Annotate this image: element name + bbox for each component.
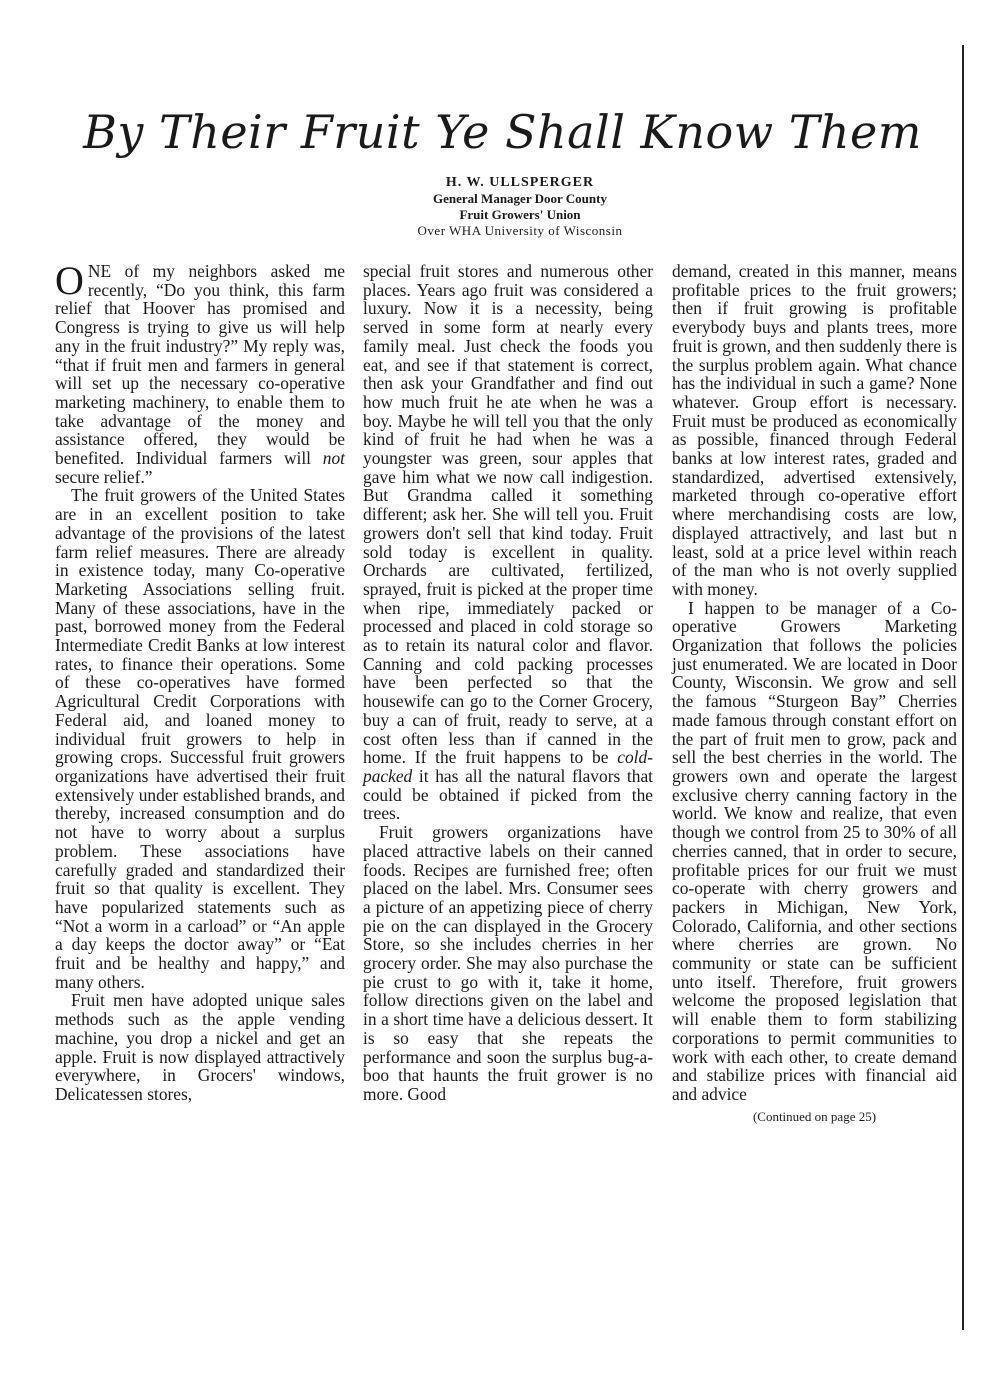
paragraph-3-cont-text: special fruit stores and numerous other places. Years ago fruit was considered a luxury. Now it is a necessity, being served in some form at nearly every family meal. Just check the foods you eat, and see if that statement is correct, then ask your Grandfather and find out how much fruit he ate when he was a boy. Maybe he will tell you that the only kind of fruit he had when he was a youngster was green, sour apples that gave him what we now call indigestion. But Grandma called it something different; ask her. She will tell you. Fruit growers don't sell that kind today. Fruit sold today is excellent in quality. Orchards are cultivated, fertilized, sprayed, fruit is picked at the proper time when ripe, immediately packed or processed and placed in cold storage so as to retain its natural color and flavor. Canning and cold packing processes have been perfected so that the housewife can go to the Corner Grocery, buy a can of fruit, ready to serve, at a cost often less than if canned in the home. If the fruit happens to be	[363, 261, 653, 768]
author-name: H. W. ULLSPERGER	[445, 175, 595, 190]
column-3	[672, 262, 957, 1126]
broadcast-station: Over WHA University of Wisconsin	[417, 223, 623, 238]
paragraph-3-continued	[363, 262, 653, 823]
paragraph-3: Fruit men have adopted unique sales methods such as the apple vending machine, you drop a nickel and get an apple. Fruit is now displayed attractively everywhere, in Grocers' windows, Delicatessen stores,	[55, 990, 345, 1104]
paragraph-2: The fruit growers of the United States are in an excellent position to take advantage of the provisions of the latest farm relief measures. There are already in existence today, many Co-operative Marketing Associations selling fruit. Many of these associations, have in the past, borrowed money from the Federal Intermediate Credit Banks at low interest rates, to finance their operations. Some of these co-operatives have formed Agricultural Credit Corporations with Federal aid, and loaned money to individual fruit growers to help in growing crops. Successful fruit growers organizations have advertised their fruit extensively under established brands, and thereby, increased consumption and do not have to worry about a surplus problem. These associations have carefully graded and standardized their fruit so that quality is excellent. They have popularized statements such as “Not a worm in a carload” or “An apple a day keeps the doctor away” or “Eat fruit and be healthy and happy,” and many others.	[55, 485, 345, 992]
drop-cap: O	[55, 258, 84, 303]
author-position-1: General Manager Door County	[433, 191, 607, 206]
continued-note: (Continued on page 25)	[752, 1108, 877, 1124]
paragraph-4: Fruit growers organizations have placed attractive labels on their canned foods. Recipes are furnished free; often placed on the label. Mrs. Consumer sees a picture of an appetizing piece of cherry pie on the can displayed in the Grocery Store, so she includes cherries in her grocery order. She may also purchase the pie crust to go with it, take it home, follow directions given on the label and in a short time have a delicious dessert. It is so easy that she repeats the performance and soon the surplus bug-a-boo that haunts the fruit grower is no more. Good	[363, 822, 653, 1104]
emphasis-not: not	[322, 448, 345, 469]
paragraph-3-cont-end: it has all the natural flavors that could be obtained if picked from the trees.	[363, 765, 653, 824]
author-position-2: Fruit Growers' Union	[459, 207, 581, 222]
emphasis-cold-packed: cold-packed	[363, 747, 653, 786]
byline	[260, 175, 780, 239]
article-title: By Their Fruit Ye Shall Know Them	[83, 105, 922, 159]
paragraph-4-continued: demand, created in this manner, means profitable prices to the fruit growers; then if fruit growing is profitable everybody buys and plants trees, more fruit is grown, and then suddenly there is the surplus problem again. What chance has the individual in such a game? None whatever. Group effort is necessary. Fruit must be produced as economically as possible, financed through Federal banks at low interest rates, graded and standardized, advertised extensively, marketed through co-operative effort where merchandising costs are low, displayed attractively, and last but n least, sold at a price level within reach of the man who is not overly supplied with money.	[672, 261, 957, 599]
paragraph-1-text: NE of my neighbors asked me recently, “Do you think, this farm relief that Hoover has promised and Congress is trying to give us will help any in the fruit industry?” My reply was, “that if fruit men and farmers in general will set up the necessary co-operative marketing machinery, to enable them to take advantage of the money and assistance offered, they would be benefited. Individual farmers will	[55, 261, 345, 469]
paragraph-5: I happen to be manager of a Co-operative Growers Marketing Organization that follows the policies just enumerated. We are located in Door County, Wisconsin. We grow and sell the famous “Sturgeon Bay” Cherries made famous through constant effort on the part of fruit men to grow, pack and sell the best cherries in the world. The growers own and operate the largest exclusive cherry canning factory in the world. We know and realize, that even though we control from 25 to 30% of all cherries canned, that in order to secure, profitable prices for our fruit we must co-operate with cherry growers and packers in Michigan, New York, Colorado, California, and other sections where cherries are grown. No community or state can be sufficient unto itself. Therefore, fruit growers welcome the proposed legislation that will enable them to form stabilizing corporations to permit communities to work with each other, to create demand and stabilize prices with financial aid and advice	[672, 597, 957, 1104]
column-1	[55, 258, 345, 1104]
paragraph-1	[55, 258, 345, 487]
column-2	[363, 262, 653, 1104]
vertical-rule	[962, 45, 964, 1330]
paragraph-1-end: secure relief.”	[55, 466, 153, 487]
